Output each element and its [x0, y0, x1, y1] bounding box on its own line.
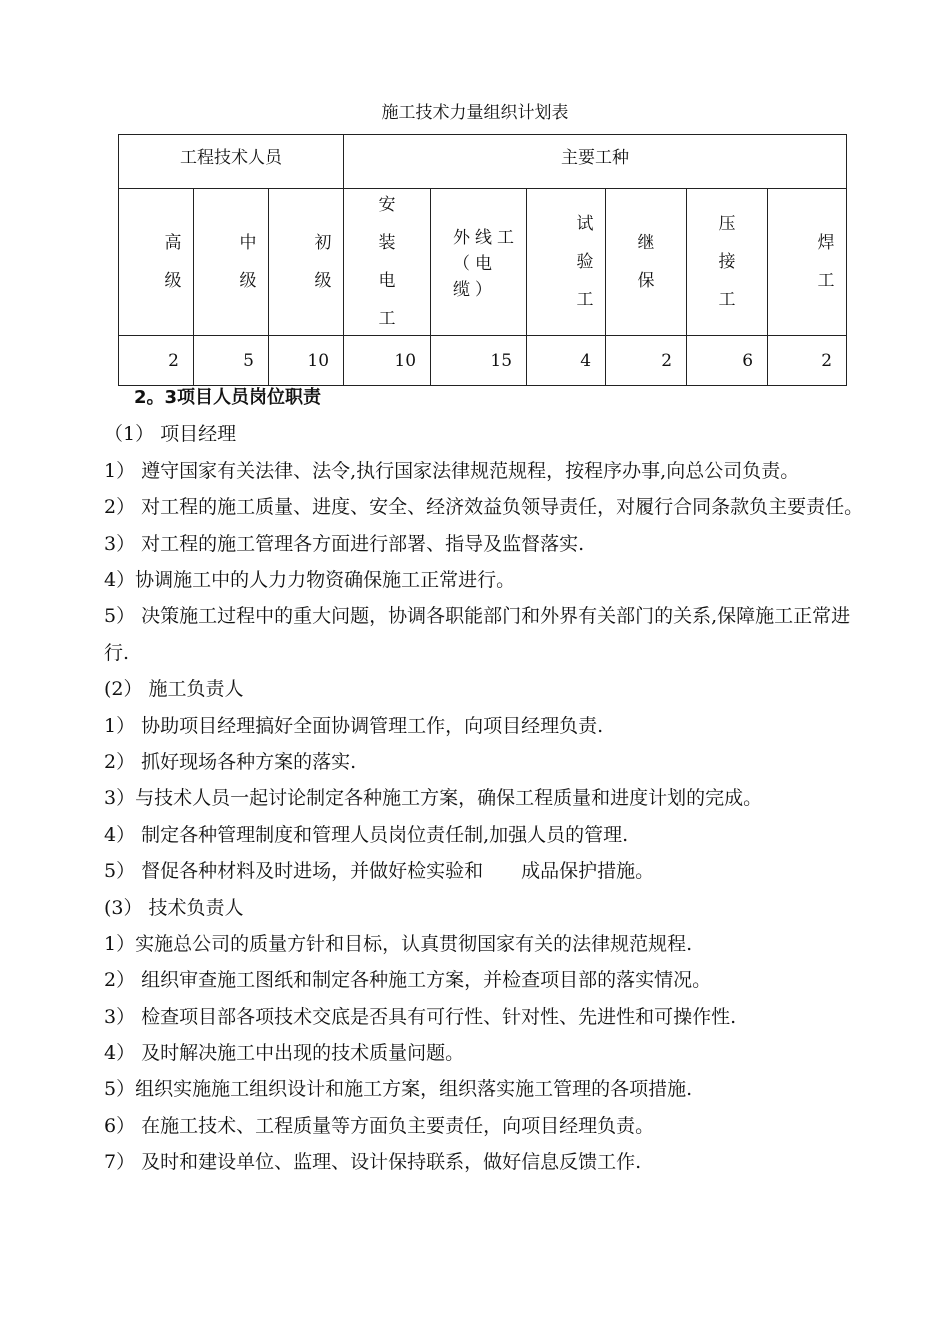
table-cell: 15 — [431, 336, 527, 386]
paragraph: 3） 检查项目部各项技术交底是否具有可行性、针对性、先进性和可操作性. — [104, 1005, 737, 1028]
paragraph: 5）组织实施施工组织设计和施工方案，组织落实施工管理的各项措施. — [104, 1078, 693, 1101]
paragraph: 5） 决策施工过程中的重大问题，协调各职能部门和外界有关部门的关系,保障施工正常进行. — [104, 605, 851, 664]
section-heading: 2。3项目人员岗位职责 — [134, 387, 322, 408]
column-header: 初级 — [269, 189, 344, 336]
paragraph: 2） 抓好现场各种方案的落实. — [104, 750, 357, 773]
table-cell: 4 — [527, 336, 606, 386]
group-header-tech-staff: 工程技术人员 — [119, 135, 344, 189]
paragraph: 5） 督促各种材料及时进场，并做好检实验和 成品保护措施。 — [104, 860, 655, 883]
column-header: 外线工（电缆） — [431, 189, 527, 336]
column-header: 焊工 — [768, 189, 847, 336]
column-header: 试验工 — [527, 189, 606, 336]
group-header-main-trades: 主要工种 — [344, 135, 847, 189]
paragraph: 2） 对工程的施工质量、进度、安全、经济效益负领导责任，对履行合同条款负主要责任。 — [104, 496, 864, 519]
column-header: 压接工 — [687, 189, 768, 336]
paragraph: 6） 在施工技术、工程质量等方面负主要责任，向项目经理负责。 — [104, 1114, 655, 1137]
paragraph: 7） 及时和建设单位、监理、设计保持联系，做好信息反馈工作. — [104, 1151, 642, 1174]
column-header: 安装电工 — [344, 189, 431, 336]
staffing-plan-table — [118, 134, 847, 386]
paragraph: 3） 对工程的施工管理各方面进行部署、指导及监督落实. — [104, 532, 585, 555]
table-cell: 2 — [606, 336, 687, 386]
paragraph: 2） 组织审查施工图纸和制定各种施工方案，并检查项目部的落实情况。 — [104, 969, 712, 992]
table-cell: 6 — [687, 336, 768, 386]
subheading-technical-lead: (3） 技术负责人 — [104, 896, 244, 919]
table-title: 施工技术力量组织计划表 — [381, 103, 569, 123]
column-header: 中级 — [194, 189, 269, 336]
duties-section — [104, 380, 874, 1181]
paragraph: 4） 及时解决施工中出现的技术质量问题。 — [104, 1042, 465, 1065]
paragraph: 1） 协助项目经理搞好全面协调管理工作，向项目经理负责. — [104, 714, 604, 737]
paragraph: 4）协调施工中的人力力物资确保施工正常进行。 — [104, 568, 516, 591]
paragraph: 1）实施总公司的质量方针和目标，认真贯彻国家有关的法律规范规程. — [104, 932, 693, 955]
subheading-construction-lead: (2） 施工负责人 — [104, 678, 244, 701]
table-cell: 2 — [119, 336, 194, 386]
table-cell: 2 — [768, 336, 847, 386]
subheading-project-manager: （1） 项目经理 — [104, 423, 237, 446]
paragraph: 3）与技术人员一起讨论制定各种施工方案，确保工程质量和进度计划的完成。 — [104, 787, 763, 810]
paragraph: 4） 制定各种管理制度和管理人员岗位责任制,加强人员的管理. — [104, 823, 629, 846]
table-cell: 10 — [344, 336, 431, 386]
table-cell: 5 — [194, 336, 269, 386]
column-header: 继保 — [606, 189, 687, 336]
table-cell: 10 — [269, 336, 344, 386]
column-header: 高级 — [119, 189, 194, 336]
paragraph: 1） 遵守国家有关法律、法令,执行国家法律规范规程，按程序办事,向总公司负责。 — [104, 459, 800, 482]
